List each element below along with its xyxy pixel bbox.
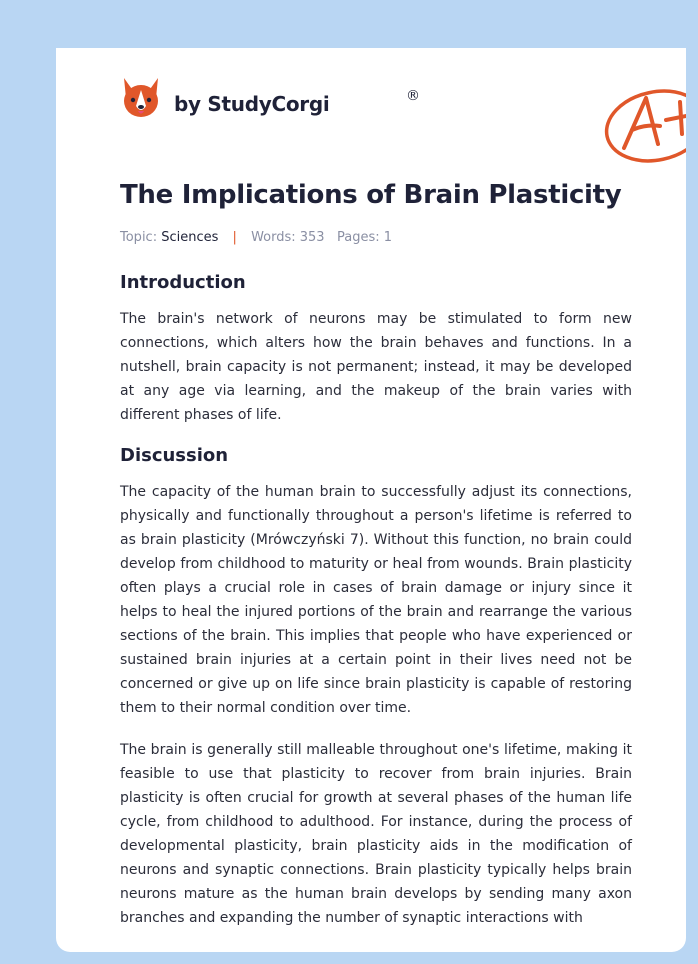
- document-body: [120, 268, 632, 930]
- document-meta: [120, 230, 392, 245]
- word-count: Words: 353: [251, 230, 325, 245]
- meta-separator: |: [232, 230, 237, 245]
- page-title: The Implications of Brain Plasticity: [120, 180, 622, 210]
- discussion-paragraph-1: The capacity of the human brain to successfully adjust its connections, physically and functionally throughout a person's lifetime is referred to as brain plasticity (Mrówczyński 7). Without this function, no brain could develop from childhood to maturity or heal from wounds. Brain plasticity often plays a crucial role in cases of brain damage or injury since it helps to heal the injured portions of the brain and rearrange the various sections of the brain. This implies that people who have experienced or sustained brain injuries at a certain point in their lives need not be concerned or give up on life since brain plasticity is capable of restoring them to their normal condition over time.: [120, 484, 632, 716]
- discussion-heading: Discussion: [120, 445, 229, 466]
- introduction-paragraph: The brain's network of neurons may be stimulated to form new connections, which alters how the brain behaves and functions. In a nutshell, brain capacity is not permanent; instead, it may be developed at any age via learning, and the makeup of the brain varies with different phases of life.: [120, 311, 632, 423]
- topic-link[interactable]: Sciences: [161, 230, 219, 245]
- document-page: [56, 48, 686, 952]
- header: [120, 74, 650, 142]
- introduction-heading: Introduction: [120, 272, 246, 293]
- grade-a-plus-icon: [602, 84, 686, 164]
- page-count: Pages: 1: [336, 230, 393, 245]
- brand-name[interactable]: by StudyCorgi: [174, 92, 330, 116]
- topic-label: Topic:: [120, 230, 158, 245]
- discussion-paragraph-2: The brain is generally still malleable throughout one's lifetime, making it feasible to use that plasticity to recover from brain injuries. Brain plasticity is often crucial for growth at several phases of the human life cycle, from childhood to adulthood. For instance, during the process of developmental plasticity, brain plasticity aids in the modification of neurons and synaptic connections. Brain plasticity typically helps brain neurons mature as the human brain develops by sending many axon branches and expanding the number of synaptic interactions with: [120, 742, 632, 926]
- corgi-logo-icon[interactable]: [120, 76, 162, 120]
- registered-mark: ®: [406, 88, 420, 104]
